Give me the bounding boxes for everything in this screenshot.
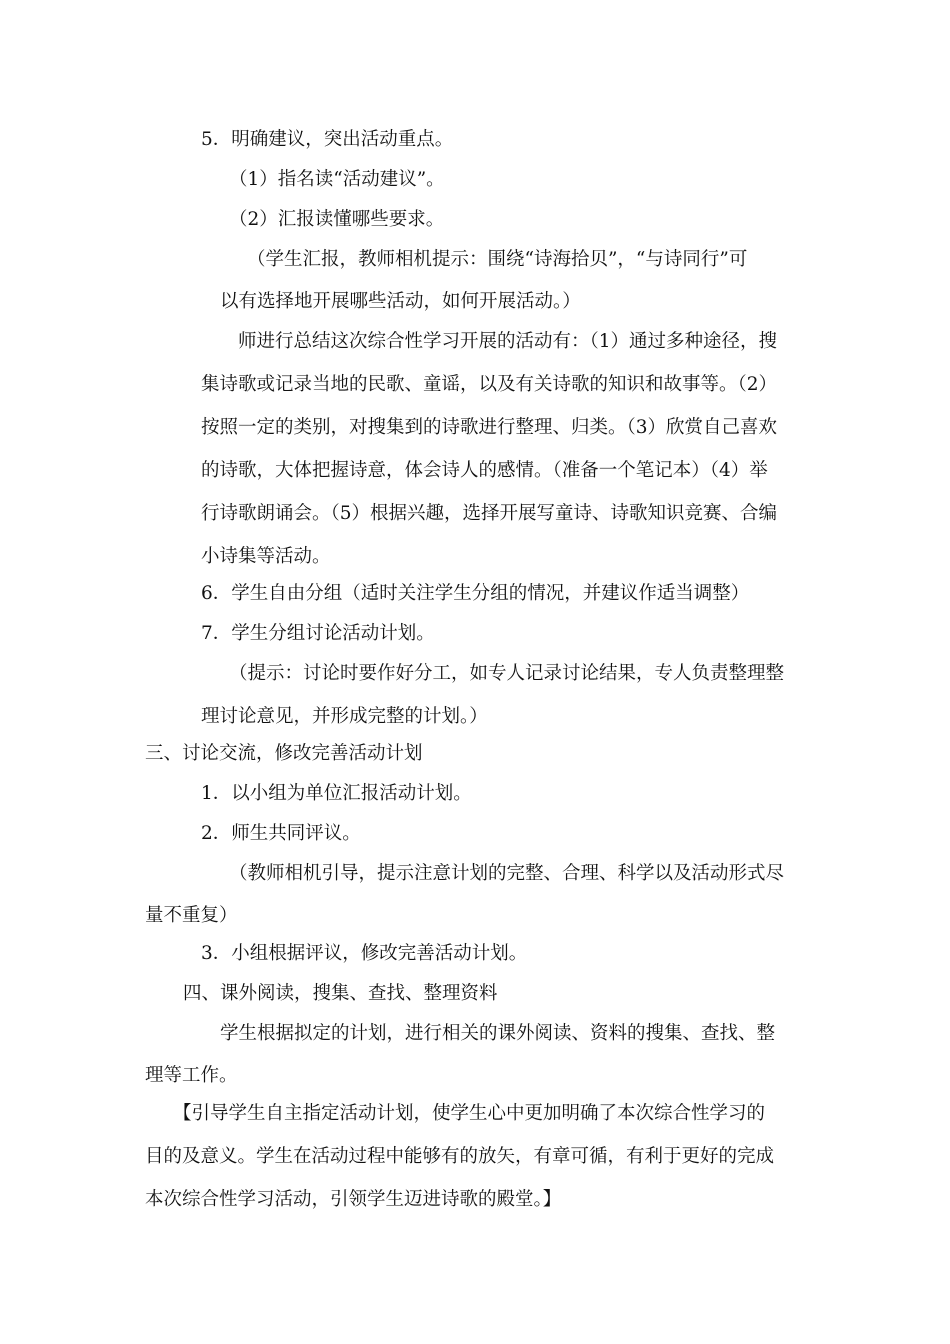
teacher-summary-line-1: 师进行总结这次综合性学习开展的活动有：（1）通过多种途径，搜 — [238, 331, 778, 352]
section-4-body-line-2: 理等工作。 — [145, 1065, 238, 1086]
section-3-item-3: 3．小组根据评议，修改完善活动计划。 — [201, 943, 528, 964]
student-report-note-line-1: （学生汇报，教师相机提示：围绕“诗海拾贝”，“与诗同行”可 — [247, 249, 748, 270]
teacher-guide-note-line-1: （教师相机引导，提示注意计划的完整、合理、科学以及活动形式尽 — [229, 863, 785, 884]
item-7-heading: 7．学生分组讨论活动计划。 — [201, 623, 435, 644]
sub-item-1: （1）指名读“活动建议”。 — [229, 169, 445, 190]
commentary-line-3: 本次综合性学习活动，引领学生迈进诗歌的殿堂。】 — [145, 1189, 562, 1210]
teacher-guide-note-line-2: 量不重复） — [145, 905, 238, 926]
section-3-item-1: 1．以小组为单位汇报活动计划。 — [201, 783, 472, 804]
teacher-summary-line-5: 行诗歌朗诵会。（5）根据兴趣，选择开展写童诗、诗歌知识竞赛、合编 — [201, 503, 778, 524]
item-5-heading: 5．明确建议，突出活动重点。 — [201, 129, 454, 150]
teacher-summary-line-3: 按照一定的类别，对搜集到的诗歌进行整理、归类。（3）欣赏自己喜欢 — [201, 417, 778, 438]
discussion-hint-line-2: 理讨论意见，并形成完整的计划。） — [201, 706, 488, 727]
commentary-line-2: 目的及意义。学生在活动过程中能够有的放矢，有章可循，有利于更好的完成 — [145, 1146, 775, 1167]
student-report-note-line-2: 以有选择地开展哪些活动，如何开展活动。） — [220, 291, 581, 312]
teacher-summary-line-6: 小诗集等活动。 — [201, 546, 331, 567]
item-6-heading: 6．学生自由分组（适时关注学生分组的情况，并建议作适当调整） — [201, 583, 750, 604]
teacher-summary-line-4: 的诗歌，大体把握诗意，体会诗人的感情。（准备一个笔记本）（4）举 — [201, 460, 768, 481]
section-3-heading: 三、讨论交流，修改完善活动计划 — [145, 743, 423, 764]
teacher-summary-line-2: 集诗歌或记录当地的民歌、童谣，以及有关诗歌的知识和故事等。（2） — [201, 374, 778, 395]
commentary-line-1: 【引导学生自主指定活动计划，使学生心中更加明确了本次综合性学习的 — [173, 1103, 766, 1124]
section-3-item-2: 2．师生共同评议。 — [201, 823, 361, 844]
discussion-hint-line-1: （提示：讨论时要作好分工，如专人记录讨论结果，专人负责整理整 — [229, 663, 785, 684]
sub-item-2: （2）汇报读懂哪些要求。 — [229, 209, 445, 230]
section-4-body-line-1: 学生根据拟定的计划，进行相关的课外阅读、资料的搜集、查找、整 — [220, 1023, 776, 1044]
section-4-heading: 四、课外阅读，搜集、查找、整理资料 — [183, 983, 498, 1004]
